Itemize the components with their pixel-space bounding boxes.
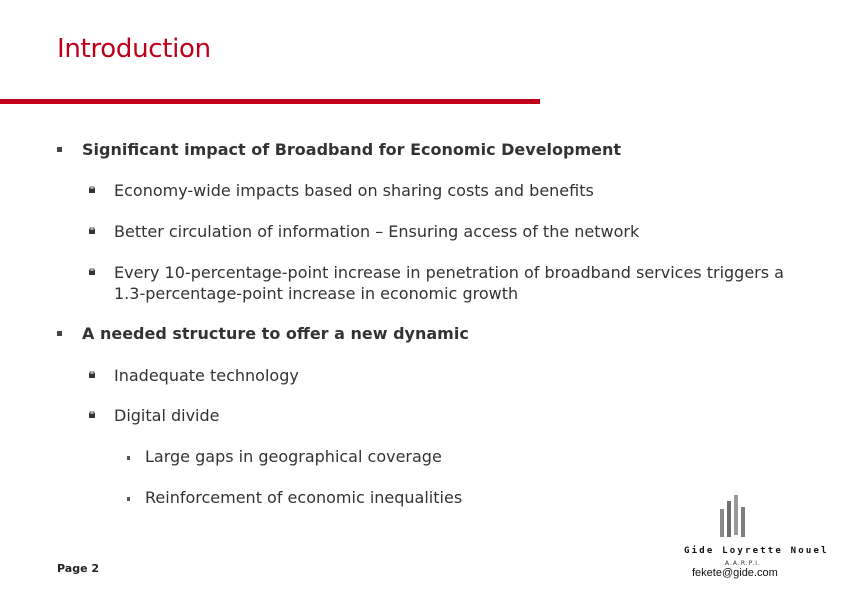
section-2-bullet-icon	[57, 331, 62, 336]
sub-bullet-icon	[88, 411, 96, 419]
gide-logo-icon	[718, 495, 748, 541]
sub-bullet-icon	[88, 186, 96, 194]
sub-bullet-icon	[88, 371, 96, 379]
title-rule	[0, 99, 540, 104]
section-1-heading: Significant impact of Broadband for Economic Development	[82, 140, 622, 159]
section-2-item-2: Digital divide	[114, 406, 220, 425]
section-1-bullet-icon	[57, 147, 62, 152]
logo-wordmark: Gide Loyrette Nouel	[684, 546, 829, 556]
sub-bullet-icon	[88, 268, 96, 276]
section-2-item-1: Inadequate technology	[114, 366, 299, 385]
slide-title: Introduction	[57, 34, 211, 64]
section-1-item-2: Better circulation of information – Ensuring access of the network	[114, 222, 640, 241]
section-2-subitem-2: Reinforcement of economic inequalities	[145, 488, 463, 507]
logo-subtitle: A.A.R.P.I.	[725, 560, 761, 567]
sub-sub-bullet-icon	[127, 456, 130, 460]
section-1-item-1: Economy-wide impacts based on sharing costs and benefits	[114, 181, 594, 200]
sub-sub-bullet-icon	[127, 497, 130, 501]
section-1-item-3-line-2: 1.3-percentage-point increase in economic growth	[114, 284, 519, 303]
contact-email[interactable]: fekete@gide.com	[692, 567, 778, 579]
page-number: Page 2	[57, 562, 100, 575]
section-2-subitem-1: Large gaps in geographical coverage	[145, 447, 442, 466]
section-2-heading: A needed structure to offer a new dynamic	[82, 324, 469, 343]
section-1-item-3-line-1: Every 10-percentage-point increase in penetration of broadband services triggers a	[114, 263, 784, 282]
sub-bullet-icon	[88, 227, 96, 235]
